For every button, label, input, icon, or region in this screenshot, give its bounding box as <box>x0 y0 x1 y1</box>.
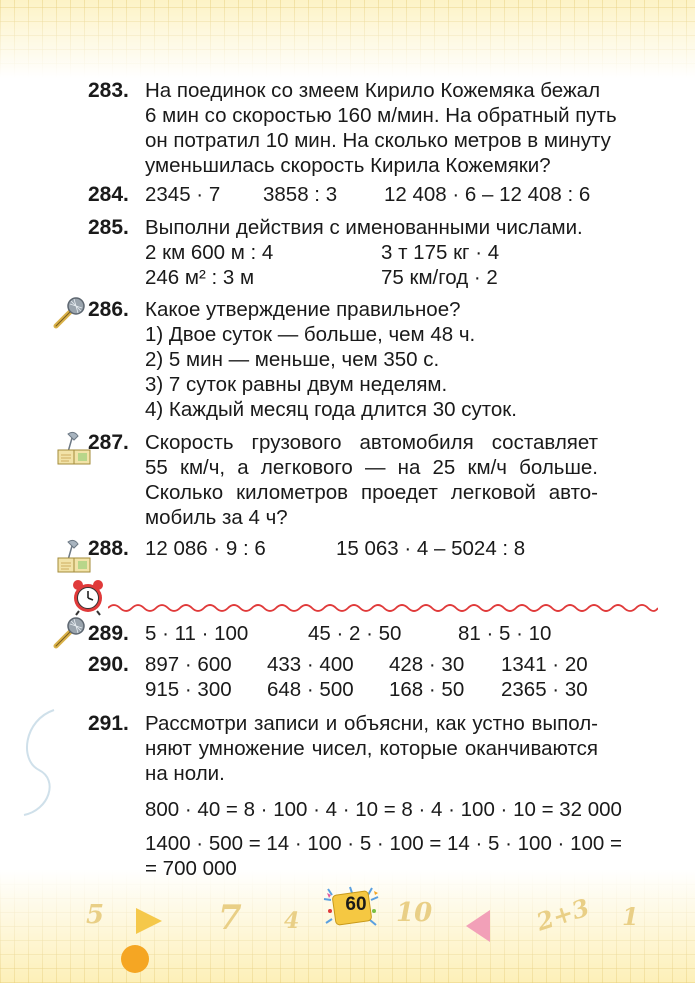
expression: 168 · 50 <box>389 678 465 701</box>
exercise-number: 285. <box>88 216 129 239</box>
expression: 12 086 · 9 : 6 <box>145 537 266 560</box>
text-line: Рассмотри записи и объясни, как устно выпол- <box>145 712 598 735</box>
expression: 75 км/год · 2 <box>381 266 498 289</box>
text-line: мобиль за 4 ч? <box>145 506 288 529</box>
decor-digit: 1 <box>622 902 639 931</box>
expression: 428 · 30 <box>389 653 465 676</box>
text-line: Сколько километров проедет легковой авто- <box>145 481 598 504</box>
exercise-number: 288. <box>88 537 129 560</box>
text-line: няют умножение чисел, которые оканчиваются <box>145 737 598 760</box>
text-line: 55 км/ч, а легкового — на 25 км/ч больше. <box>145 456 598 479</box>
decor-digit: 10 <box>396 898 433 928</box>
top-decorative-band <box>0 0 695 78</box>
expression: 246 м² : 3 м <box>145 266 255 289</box>
triangle-icon <box>134 906 164 936</box>
expression: 897 · 600 <box>145 653 232 676</box>
exercise-number: 289. <box>88 622 129 645</box>
expression: 45 · 2 · 50 <box>308 622 402 645</box>
exercise-number: 286. <box>88 298 129 321</box>
list-item: 1) Двое суток — больше, чем 48 ч. <box>145 323 476 346</box>
text-line: 6 мин со скоростью 160 м/мин. На обратный путь <box>145 104 617 127</box>
expression: 2365 · 30 <box>501 678 588 701</box>
exercise-number: 291. <box>88 712 129 735</box>
expression: 12 408 · 6 – 12 408 : 6 <box>384 183 591 206</box>
decor-digit: 5 <box>86 900 105 930</box>
list-item: 3) 7 суток равны двум неделям. <box>145 373 448 396</box>
triangle-icon <box>464 908 492 944</box>
exercise-number: 283. <box>88 79 129 102</box>
text-line: на ноли. <box>145 762 225 785</box>
microphone-icon <box>50 616 88 650</box>
example-line: 1400 · 500 = 14 · 100 · 5 · 100 = 14 · 5 · 100 · 100 = <box>145 832 622 855</box>
alarm-clock-icon <box>70 578 106 616</box>
decor-digit: 7 <box>218 898 242 938</box>
text-line: он потратил 10 мин. На сколько метров в минуту <box>145 129 611 152</box>
example-line: = 700 000 <box>145 857 237 880</box>
expression: 3 т 175 кг · 4 <box>381 241 500 264</box>
exercise-number: 284. <box>88 183 129 206</box>
expression: 433 · 400 <box>267 653 354 676</box>
expression: 1341 · 20 <box>501 653 588 676</box>
text-line: Скорость грузового автомобиля составляет <box>145 431 598 454</box>
list-item: 4) Каждый месяц года длится 30 суток. <box>145 398 517 421</box>
microphone-icon <box>50 296 88 330</box>
expression: 15 063 · 4 – 5024 : 8 <box>336 537 526 560</box>
expression: 2 км 600 м : 4 <box>145 241 274 264</box>
text-line: Какое утверждение правильное? <box>145 298 461 321</box>
decor-digit: 2+3 <box>532 892 593 937</box>
text-line: На поединок со змеем Кирило Кожемяка бежал <box>145 79 601 102</box>
page-number: 60 <box>345 894 367 915</box>
expression: 3858 : 3 <box>263 183 338 206</box>
decor-digit: 4 <box>284 908 300 934</box>
expression: 648 · 500 <box>267 678 354 701</box>
example-line: 800 · 40 = 8 · 100 · 4 · 10 = 8 · 4 · 100 · 10 = 32 000 <box>145 798 622 821</box>
exercise-number: 287. <box>88 431 129 454</box>
expression: 81 · 5 · 10 <box>458 622 552 645</box>
expression: 2345 · 7 <box>145 183 221 206</box>
circle-icon <box>120 944 150 974</box>
exercise-number: 290. <box>88 653 129 676</box>
expression: 5 · 11 · 100 <box>145 622 249 645</box>
list-item: 2) 5 мин — меньше, чем 350 с. <box>145 348 440 371</box>
expression: 915 · 300 <box>145 678 232 701</box>
text-line: уменьшилась скорость Кирила Кожемяки? <box>145 154 551 177</box>
swirl-decoration-icon <box>14 700 64 820</box>
instruction: Выполни действия с именованными числами. <box>145 216 583 239</box>
wavy-divider <box>108 601 658 615</box>
